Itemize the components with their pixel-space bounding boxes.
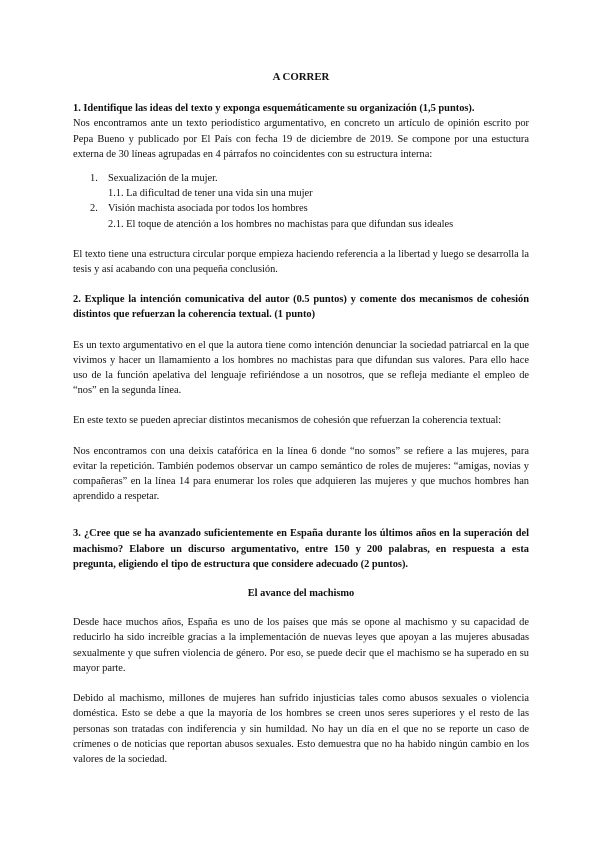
- essay-paragraph-2: Debido al machismo, millones de mujeres han sufrido injusticias tales como abusos sexuales o violencia doméstica. Esto se debe a que la mayoría de los hombres se creen unos seres superiores y el resto de las personas son tratadas con indiferencia y sin humildad. No hay un día en el que no se reporte un caso de crímenes o de noticias que reportan abusos sexuales. Esto demuestra que no ha habido ningún cambio en los valores de la sociedad.: [73, 693, 529, 765]
- question-3-heading: 3. ¿Cree que se ha avanzado suficientemente en España durante los últimos años en la superación del machismo? Elabore un discurso argumentativo, entre 150 y 200 palabras, en respuesta a esta pregunta, eligiendo el tipo de estructura que considere adecuado (2 puntos).: [73, 528, 529, 570]
- document-body: [73, 70, 529, 767]
- question-2-paragraph-3: Nos encontramos con una deixis catafórica en la línea 6 donde “no somos” se refiere a las mujeres, para evitar la repetición. También podemos observar un campo semántico de roles de mujeres: “amigas, novias y compañeras” en la línea 14 para enumerar los roles que adquieren las mujeres y que muchos hombres han aprendido a respetar.: [73, 445, 529, 503]
- outline-text: Visión machista asociada por todos los hombres: [108, 203, 308, 215]
- outline-text: Sexualización de la mujer.: [108, 173, 218, 185]
- outline-number: 2.: [90, 203, 98, 215]
- question-1-heading: 1. Identifique las ideas del texto y exponga esquemáticamente su organización (1,5 puntos).: [73, 103, 475, 115]
- essay-title: El avance del machismo: [247, 588, 355, 600]
- question-2-paragraph-2: En este texto se pueden apreciar distintos mecanismos de cohesión que refuerzan la coherencia textual:: [73, 415, 502, 427]
- question-2-heading: 2. Explique la intención comunicativa del autor (0.5 puntos) y comente dos mecanismos de cohesión distintos que refuerzan la coherencia textual. (1 punto): [73, 294, 529, 321]
- essay-paragraph-1: Desde hace muchos años, España es uno de los países que más se opone al machismo y su capacidad de reducirlo ha sido increíble gracias a la implementación de nuevas leyes que apoyan a las mujeres abusadas sexualmente y que sufren violencia de género. Por eso, se puede decir que el machismo se ha superado en su mayor parte.: [73, 617, 529, 674]
- outline-item: [73, 201, 529, 231]
- outline-subitem: 2.1. El toque de atención a los hombres no machistas para que difundan sus ideales: [108, 218, 454, 230]
- question-1-intro: Nos encontramos ante un texto periodístico argumentativo, en concreto un artículo de opinión escrito por Pepa Bueno y publicado por El País con fecha 19 de diciembre de 2019. Se compone por una estuctura externa de 30 líneas agrupadas en 4 párrafos no coincidentes con su estructura interna:: [73, 118, 529, 160]
- question-2-paragraph-1: Es un texto argumentativo en el que la autora tiene como intención denunciar la sociedad patriarcal en la que vivimos y hacer un llamamiento a los hombres no machistas para que difundan sus valores. Para ello hace uso de la función apelativa del lenguaje refiriéndose a un nosotros, que se refleja mediante el empleo de “nos” en la segunda línea.: [73, 339, 529, 397]
- structure-outline: [73, 171, 529, 232]
- outline-number: 1.: [90, 173, 98, 185]
- outline-item: [73, 171, 529, 201]
- document-title: A CORRER: [272, 71, 330, 83]
- question-1-conclusion: El texto tiene una estructura circular porque empieza haciendo referencia a la libertad y luego se desarrolla la tesis y así acabando con una pequeña conclusión.: [73, 248, 529, 276]
- outline-subitem: 1.1. La dificultad de tener una vida sin una mujer: [108, 188, 313, 200]
